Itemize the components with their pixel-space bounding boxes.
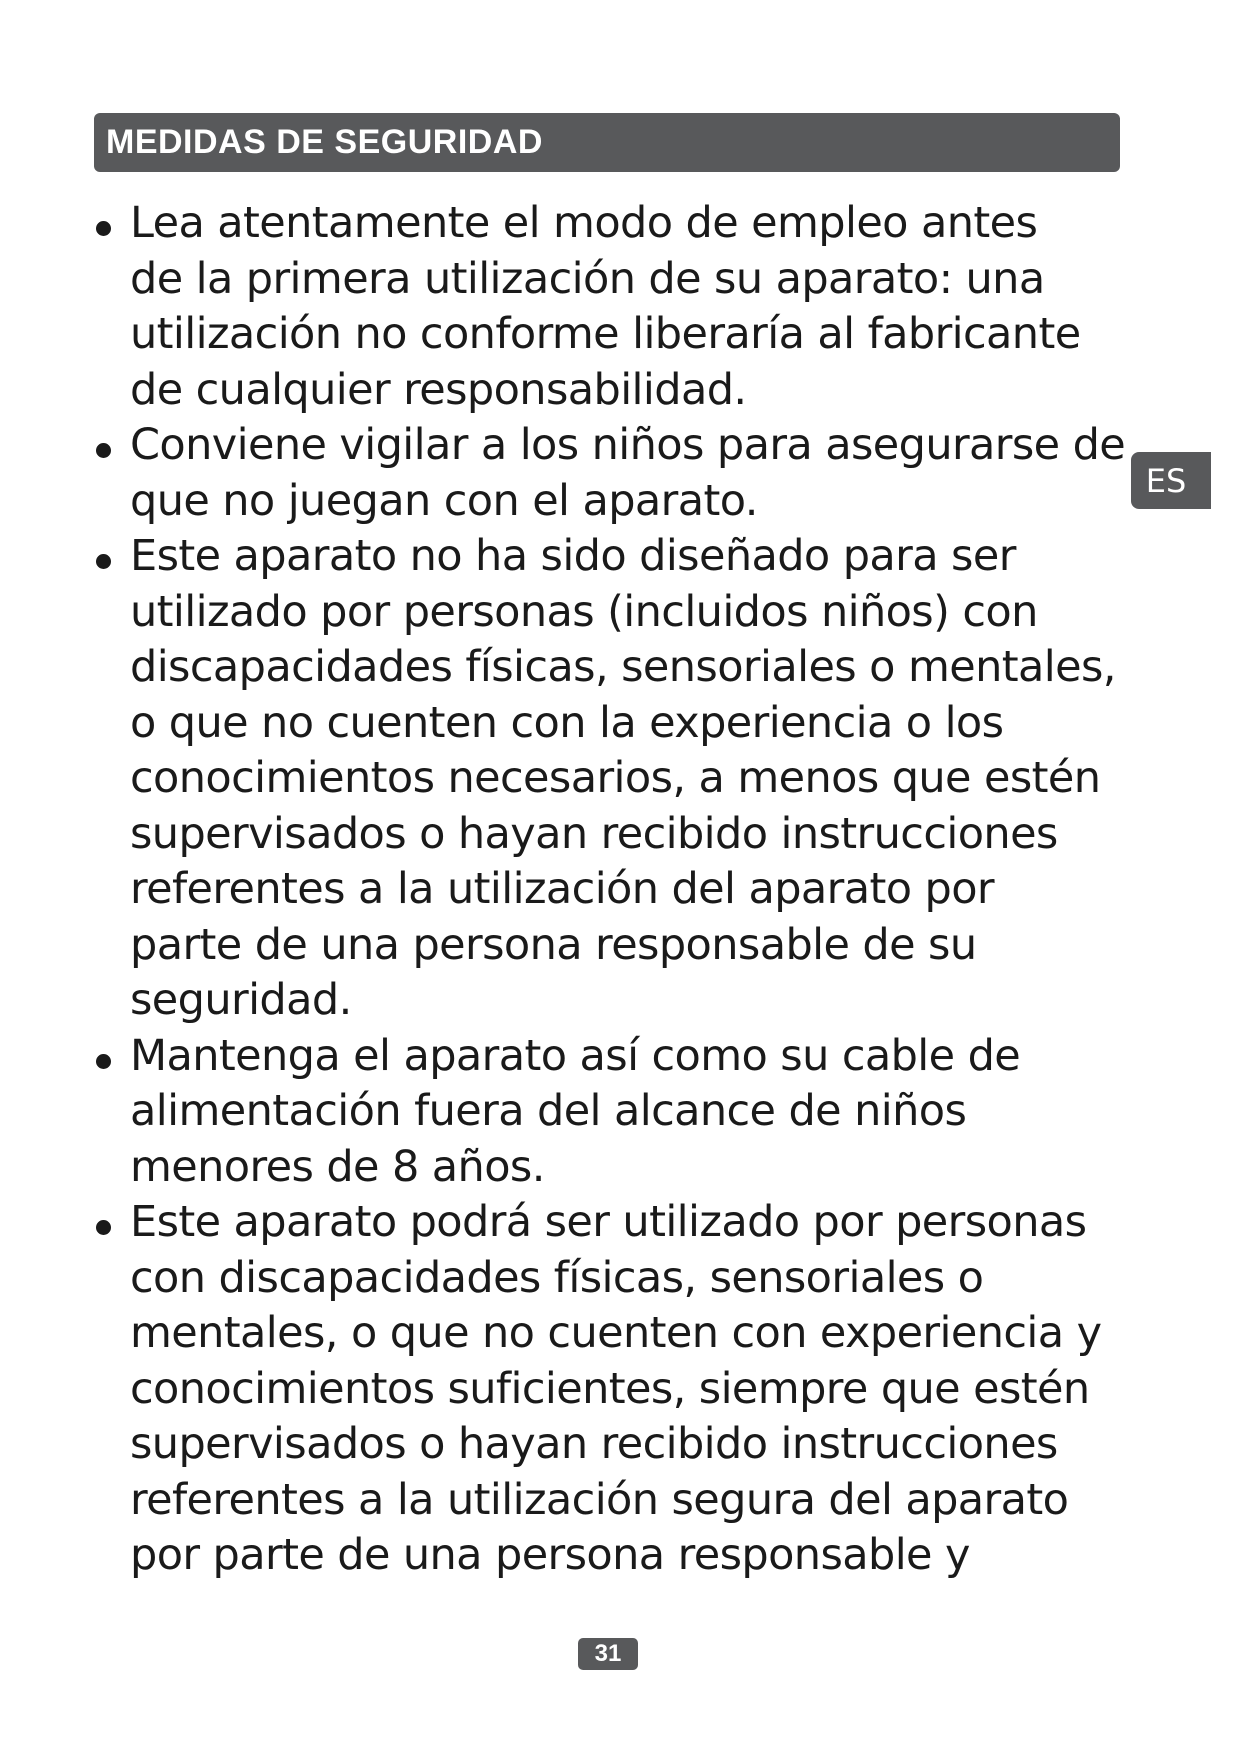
bullet-line: referentes a la utilización del aparato por	[130, 864, 994, 914]
bullet-line: alimentación fuera del alcance de niños	[130, 1086, 967, 1136]
bullet-line: Conviene vigilar a los niños para asegurarse de	[130, 420, 1126, 470]
bullet-line: con discapacidades físicas, sensoriales o	[130, 1252, 984, 1303]
bullet-line: o que no cuenten con la experiencia o los	[130, 697, 1004, 748]
bullet-line: Este aparato no ha sido diseñado para ser	[130, 531, 1016, 581]
bullet-line: Lea atentamente el modo de empleo antes	[130, 198, 1038, 248]
bullet-item	[94, 196, 1134, 418]
bullet-line: referentes a la utilización segura del aparato	[130, 1474, 1069, 1525]
section-title: MEDIDAS DE SEGURIDAD	[106, 123, 543, 161]
bullet-line: conocimientos necesarios, a menos que estén	[130, 753, 1101, 803]
bullet-line: utilizado por personas (incluidos niños) con	[130, 586, 1038, 637]
bullet-dot-icon	[96, 1220, 111, 1235]
bullet-dot-icon	[96, 221, 111, 236]
bullet-line: discapacidades físicas, sensoriales o mentales,	[130, 642, 1116, 692]
page-number: 31	[578, 1638, 638, 1670]
bullet-dot-icon	[96, 554, 111, 569]
bullet-line: de cualquier responsabilidad.	[130, 364, 747, 415]
bullet-line: por parte de una persona responsable y	[130, 1530, 970, 1580]
bullet-line: menores de 8 años.	[130, 1141, 545, 1192]
language-tab: ES	[1131, 452, 1211, 509]
bullet-line: parte de una persona responsable de su	[130, 919, 977, 970]
bullet-item	[94, 418, 1134, 529]
bullet-line: utilización no conforme liberaría al fabricante	[130, 309, 1081, 359]
safety-content	[94, 196, 1134, 1584]
bullet-dot-icon	[96, 1054, 111, 1069]
bullet-dot-icon	[96, 443, 111, 458]
bullet-line: que no juegan con el aparato.	[130, 475, 758, 526]
bullet-line: supervisados o hayan recibido instrucciones	[130, 808, 1058, 859]
bullet-line: seguridad.	[130, 975, 352, 1025]
bullet-line: Mantenga el aparato así como su cable de	[130, 1030, 1021, 1081]
bullet-item	[94, 1029, 1134, 1196]
bullet-line: de la primera utilización de su aparato: una	[130, 253, 1045, 304]
safety-bullet-list	[94, 196, 1134, 1584]
bullet-item	[94, 1195, 1134, 1584]
bullet-line: supervisados o hayan recibido instrucciones	[130, 1419, 1058, 1469]
section-header	[94, 113, 1120, 172]
bullet-item	[94, 529, 1134, 1029]
bullet-line: Este aparato podrá ser utilizado por personas	[130, 1197, 1087, 1247]
bullet-line: mentales, o que no cuenten con experiencia y	[130, 1308, 1102, 1358]
bullet-line: conocimientos suficientes, siempre que estén	[130, 1363, 1090, 1414]
